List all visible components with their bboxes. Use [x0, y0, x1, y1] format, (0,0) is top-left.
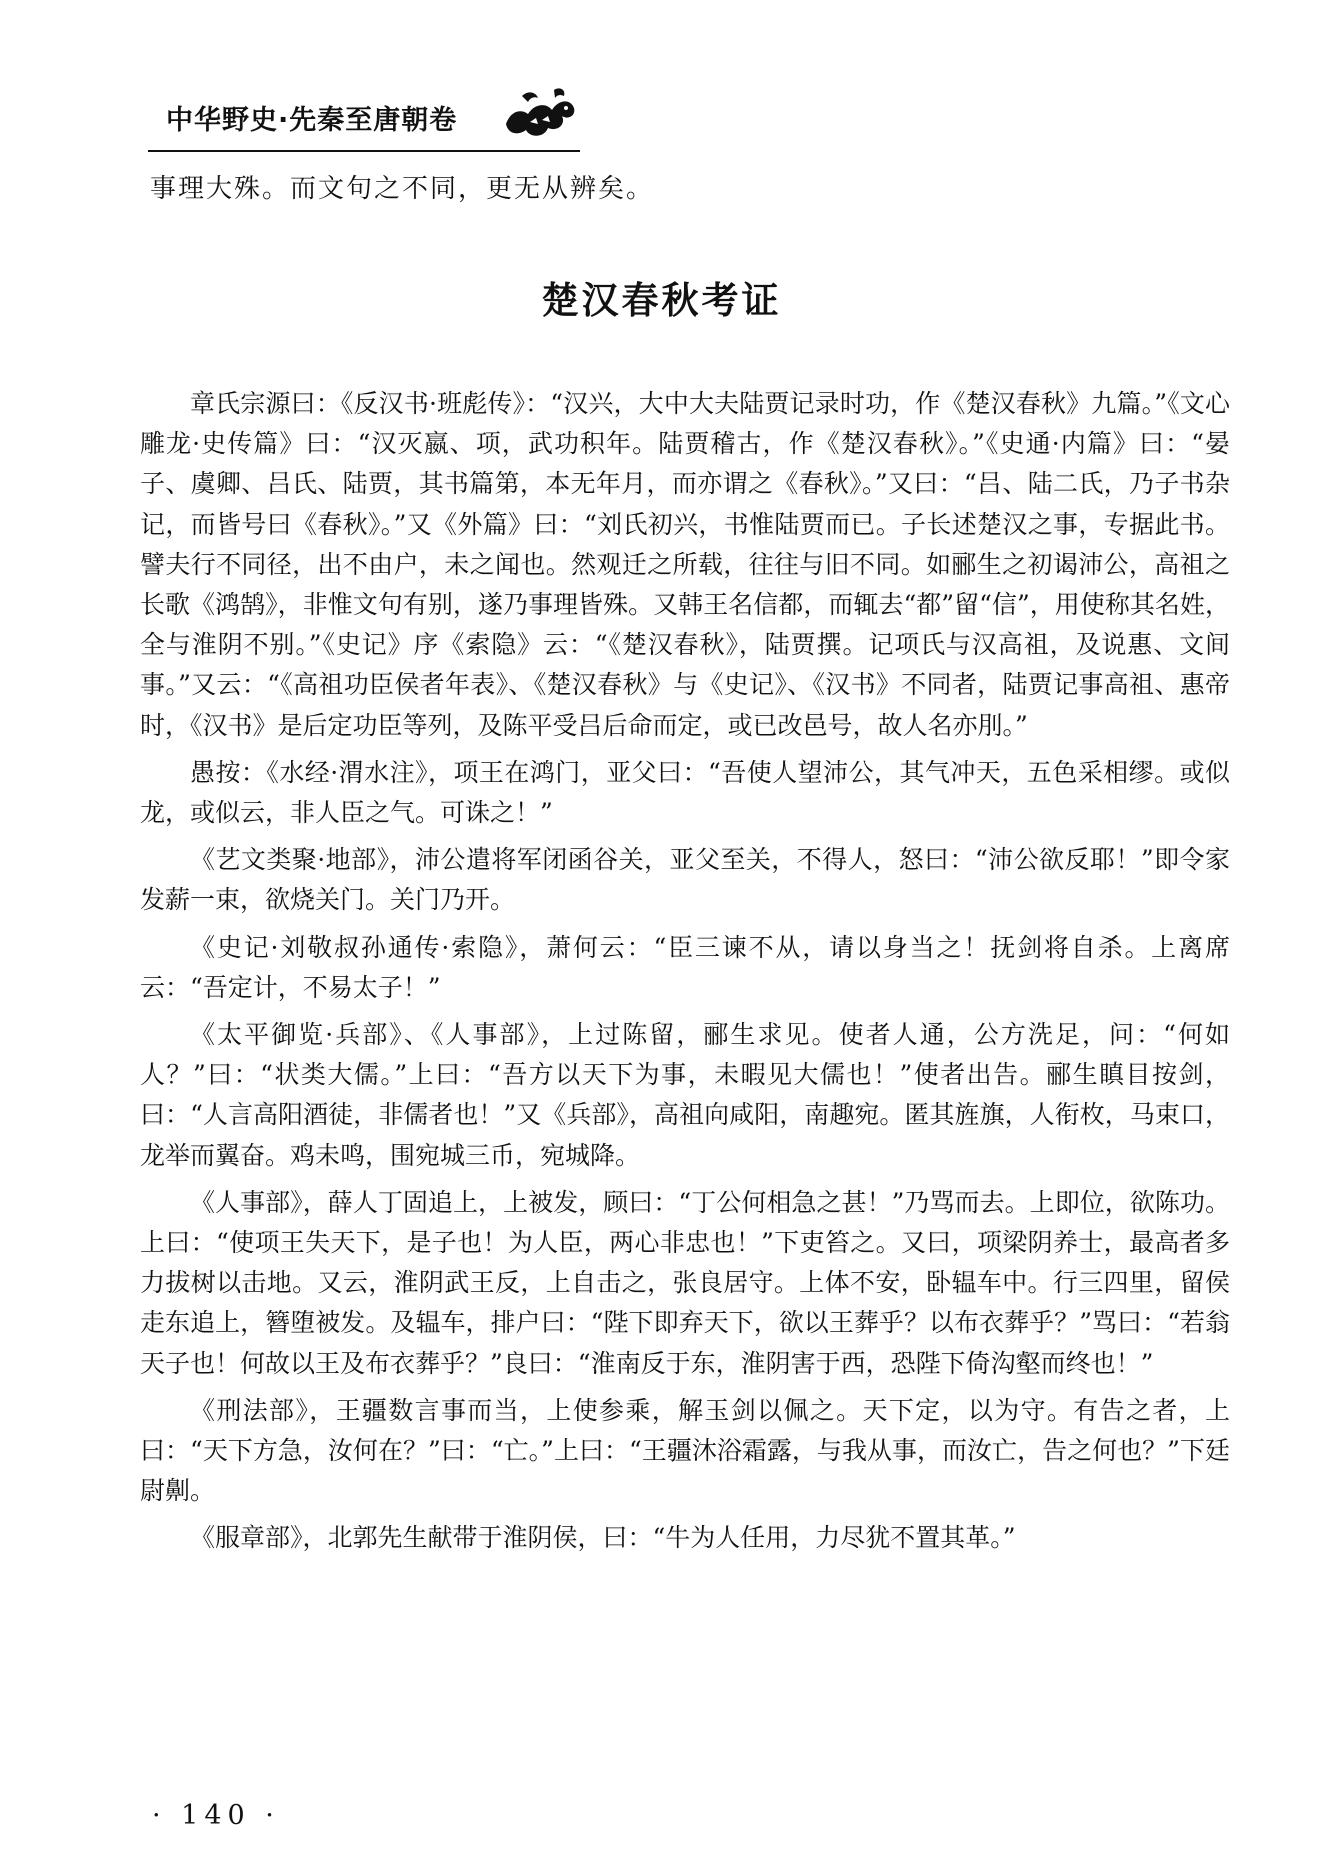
- header-rule: [148, 150, 580, 152]
- paragraph: 《史记·刘敬叔孙通传·索隐》，萧何云：“臣三谏不从，请以身当之！抚剑将自杀。上离席云：“吾定计，不易太子！”: [140, 932, 1230, 1002]
- paragraph: 《艺文类聚·地部》，沛公遣将军闭函谷关，亚父至关，不得人，怒曰：“沛公欲反耶！”即令家发薪一束，欲烧关门。关门乃开。: [140, 845, 1230, 915]
- carry-over-line: 事理大殊。而文句之不同，更无从辨矣。: [150, 174, 655, 204]
- body-text: [140, 384, 1230, 1566]
- section-title: 楚汉春秋考证: [541, 279, 782, 322]
- paragraph: 《太平御览·兵部》、《人事部》，上过陈留，郦生求见。使者人通，公方洗足，问：“何如人？”曰：“状类大儒。”上曰：“吾方以天下为事，未暇见大儒也！”使者出告。郦生瞋目按剑，曰：“人言高阳酒徒，非儒者也！”又《兵部》，高祖向咸阳，南趣宛。匿其旌旗，人衔枚，马束口，龙举而翼奋。鸡未鸣，围宛城三币，宛城降。: [140, 1020, 1230, 1170]
- paragraph: 《服章部》，北郭先生献带于淮阴侯，曰：“牛为人任用，力尽犹不置其革。”: [190, 1523, 1016, 1553]
- page-number: · 140 ·: [152, 1800, 280, 1831]
- paragraph: 《刑法部》，王疆数言事而当，上使参乘，解玉剑以佩之。天下定，以为守。有告之者，上曰：“天下方急，汝何在？”曰：“亡。”上曰：“王疆沐浴霜露，与我从事，而汝亡，告之何也？”下廷尉劓。: [140, 1395, 1230, 1506]
- running-head: [148, 88, 568, 144]
- paragraph: 《人事部》，薛人丁固追上，上被发，顾曰：“丁公何相急之甚！”乃骂而去。上即位，欲陈功。上曰：“使项王失天下，是子也！为人臣，两心非忠也！”下吏笞之。又曰，项梁阴养士，最高者多力拔树以击地。又云，淮阴武王反，上自击之，张良居守。上体不安，卧辒车中。行三四里，留侯走东追上，簪堕被发。及辒车，排户曰：“陛下即弃天下，欲以王葬乎？以布衣葬乎？”骂曰：“若翁天子也！何故以王及布衣葬乎？”良曰：“淮南反于东，淮阴害于西，恐陛下倚沟壑而终也！”: [140, 1187, 1230, 1378]
- paragraph: 章氏宗源曰：《反汉书·班彪传》：“汉兴，大中大夫陆贾记录时功，作《楚汉春秋》九篇。”《文心雕龙·史传篇》曰：“汉灭嬴、项，武功积年。陆贾稽古，作《楚汉春秋》。”《史通·内篇》曰：“晏子、虞卿、吕氏、陆贾，其书篇第，本无年月，而亦谓之《春秋》。”又曰：“吕、陆二氏，乃子书杂记，而皆号曰《春秋》。”又《外篇》曰：“刘氏初兴，书惟陆贾而已。子长述楚汉之事，专据此书。譬夫行不同径，出不由户，未之闻也。然观迁之所载，往往与旧不同。如郦生之初谒沛公，高祖之长歌《鸿鹄》，非惟文句有别，遂乃事理皆殊。又韩王名信都，而辄去“都”留“信”，用使称其名姓，全与淮阴不别。”《史记》序《索隐》云：“《楚汉春秋》，陆贾撰。记项氏与汉高祖，及说惠、文间事。”又云：“《高祖功臣侯者年表》、《楚汉春秋》与《史记》、《汉书》不同者，陆贾记事高祖、惠帝时，《汉书》是后定功臣等列，及陈平受吕后命而定，或已改邑号，故人名亦刖。”: [140, 389, 1230, 740]
- dragon-icon: [500, 84, 580, 144]
- running-title: 中华野史·先秦至唐朝卷: [166, 105, 458, 136]
- paragraph: 愚按：《水经·渭水注》，项王在鸿门，亚父曰：“吾使人望沛公，其气冲天，五色采相缪。或似龙，或似云，非人臣之气。可诛之！”: [140, 757, 1230, 828]
